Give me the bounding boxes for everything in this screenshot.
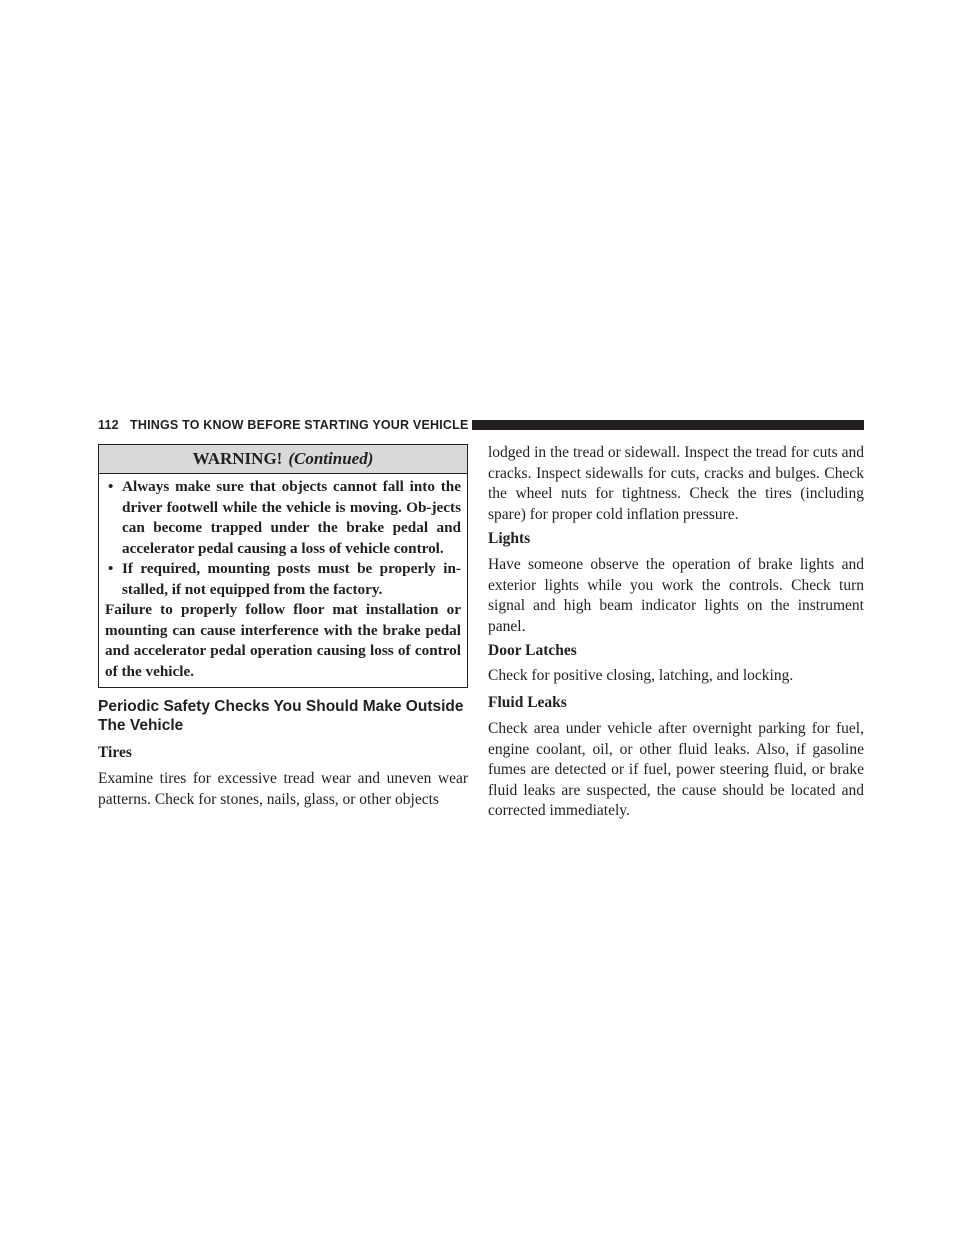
warning-title: WARNING! [192, 449, 283, 468]
door-latches-heading: Door Latches [488, 642, 577, 659]
chapter-title: THINGS TO KNOW BEFORE STARTING YOUR VEHICLE [130, 418, 469, 432]
warning-body [99, 474, 467, 682]
tires-text-part2: lodged in the tread or sidewall. Inspect the tread for cuts and cracks. Inspect sidewalls for cuts, cracks and bulges. Check the wheel nuts for tightness. Check the tires (including spare) for proper cold inflation pressure. [488, 444, 864, 523]
warning-bullet-item [105, 559, 461, 600]
page-header [98, 418, 864, 432]
lights-heading: Lights [488, 530, 531, 547]
warning-bullet-text: If required, mounting posts must be properly in-stalled, if not equipped from the factory. [122, 560, 461, 598]
section-heading: Periodic Safety Checks You Should Make Outside The Vehicle [98, 698, 464, 734]
fluid-leaks-text: Check area under vehicle after overnight parking for fuel, engine coolant, oil, or other fluid leaks. Also, if gasoline fumes are detected or if fuel, power steering fluid, or brake fluid leaks are suspected, the cause should be located and corrected immediately. [488, 720, 864, 819]
warning-bullet-text: Always make sure that objects cannot fall into the driver footwell while the vehicle is moving. Ob-jects can become trapped under the brake pedal and accelerator pedal causing a loss of vehicle control. [122, 478, 461, 557]
tires-text-part1: Examine tires for excessive tread wear and uneven wear patterns. Check for stones, nails, glass, or other objects [98, 770, 468, 808]
bullet-icon: • [108, 478, 114, 495]
door-latches-text: Check for positive closing, latching, and locking. [488, 667, 794, 684]
warning-closing-text: Failure to properly follow floor mat installation or mounting can cause interference with the brake pedal and accelerator pedal operation causing loss of control of the vehicle. [105, 601, 461, 680]
warning-continued: (Continued) [288, 449, 374, 468]
fluid-leaks-heading: Fluid Leaks [488, 694, 567, 711]
lights-text: Have someone observe the operation of brake lights and exterior lights while you work the controls. Check turn signal and high beam indicator lights on the instrument panel. [488, 556, 864, 635]
warning-bullet-item [105, 477, 461, 559]
header-rule [472, 420, 864, 430]
page-number: 112 [98, 418, 119, 432]
warning-box [98, 444, 468, 688]
tires-heading: Tires [98, 744, 132, 761]
bullet-icon: • [108, 560, 114, 577]
warning-heading [99, 445, 467, 474]
